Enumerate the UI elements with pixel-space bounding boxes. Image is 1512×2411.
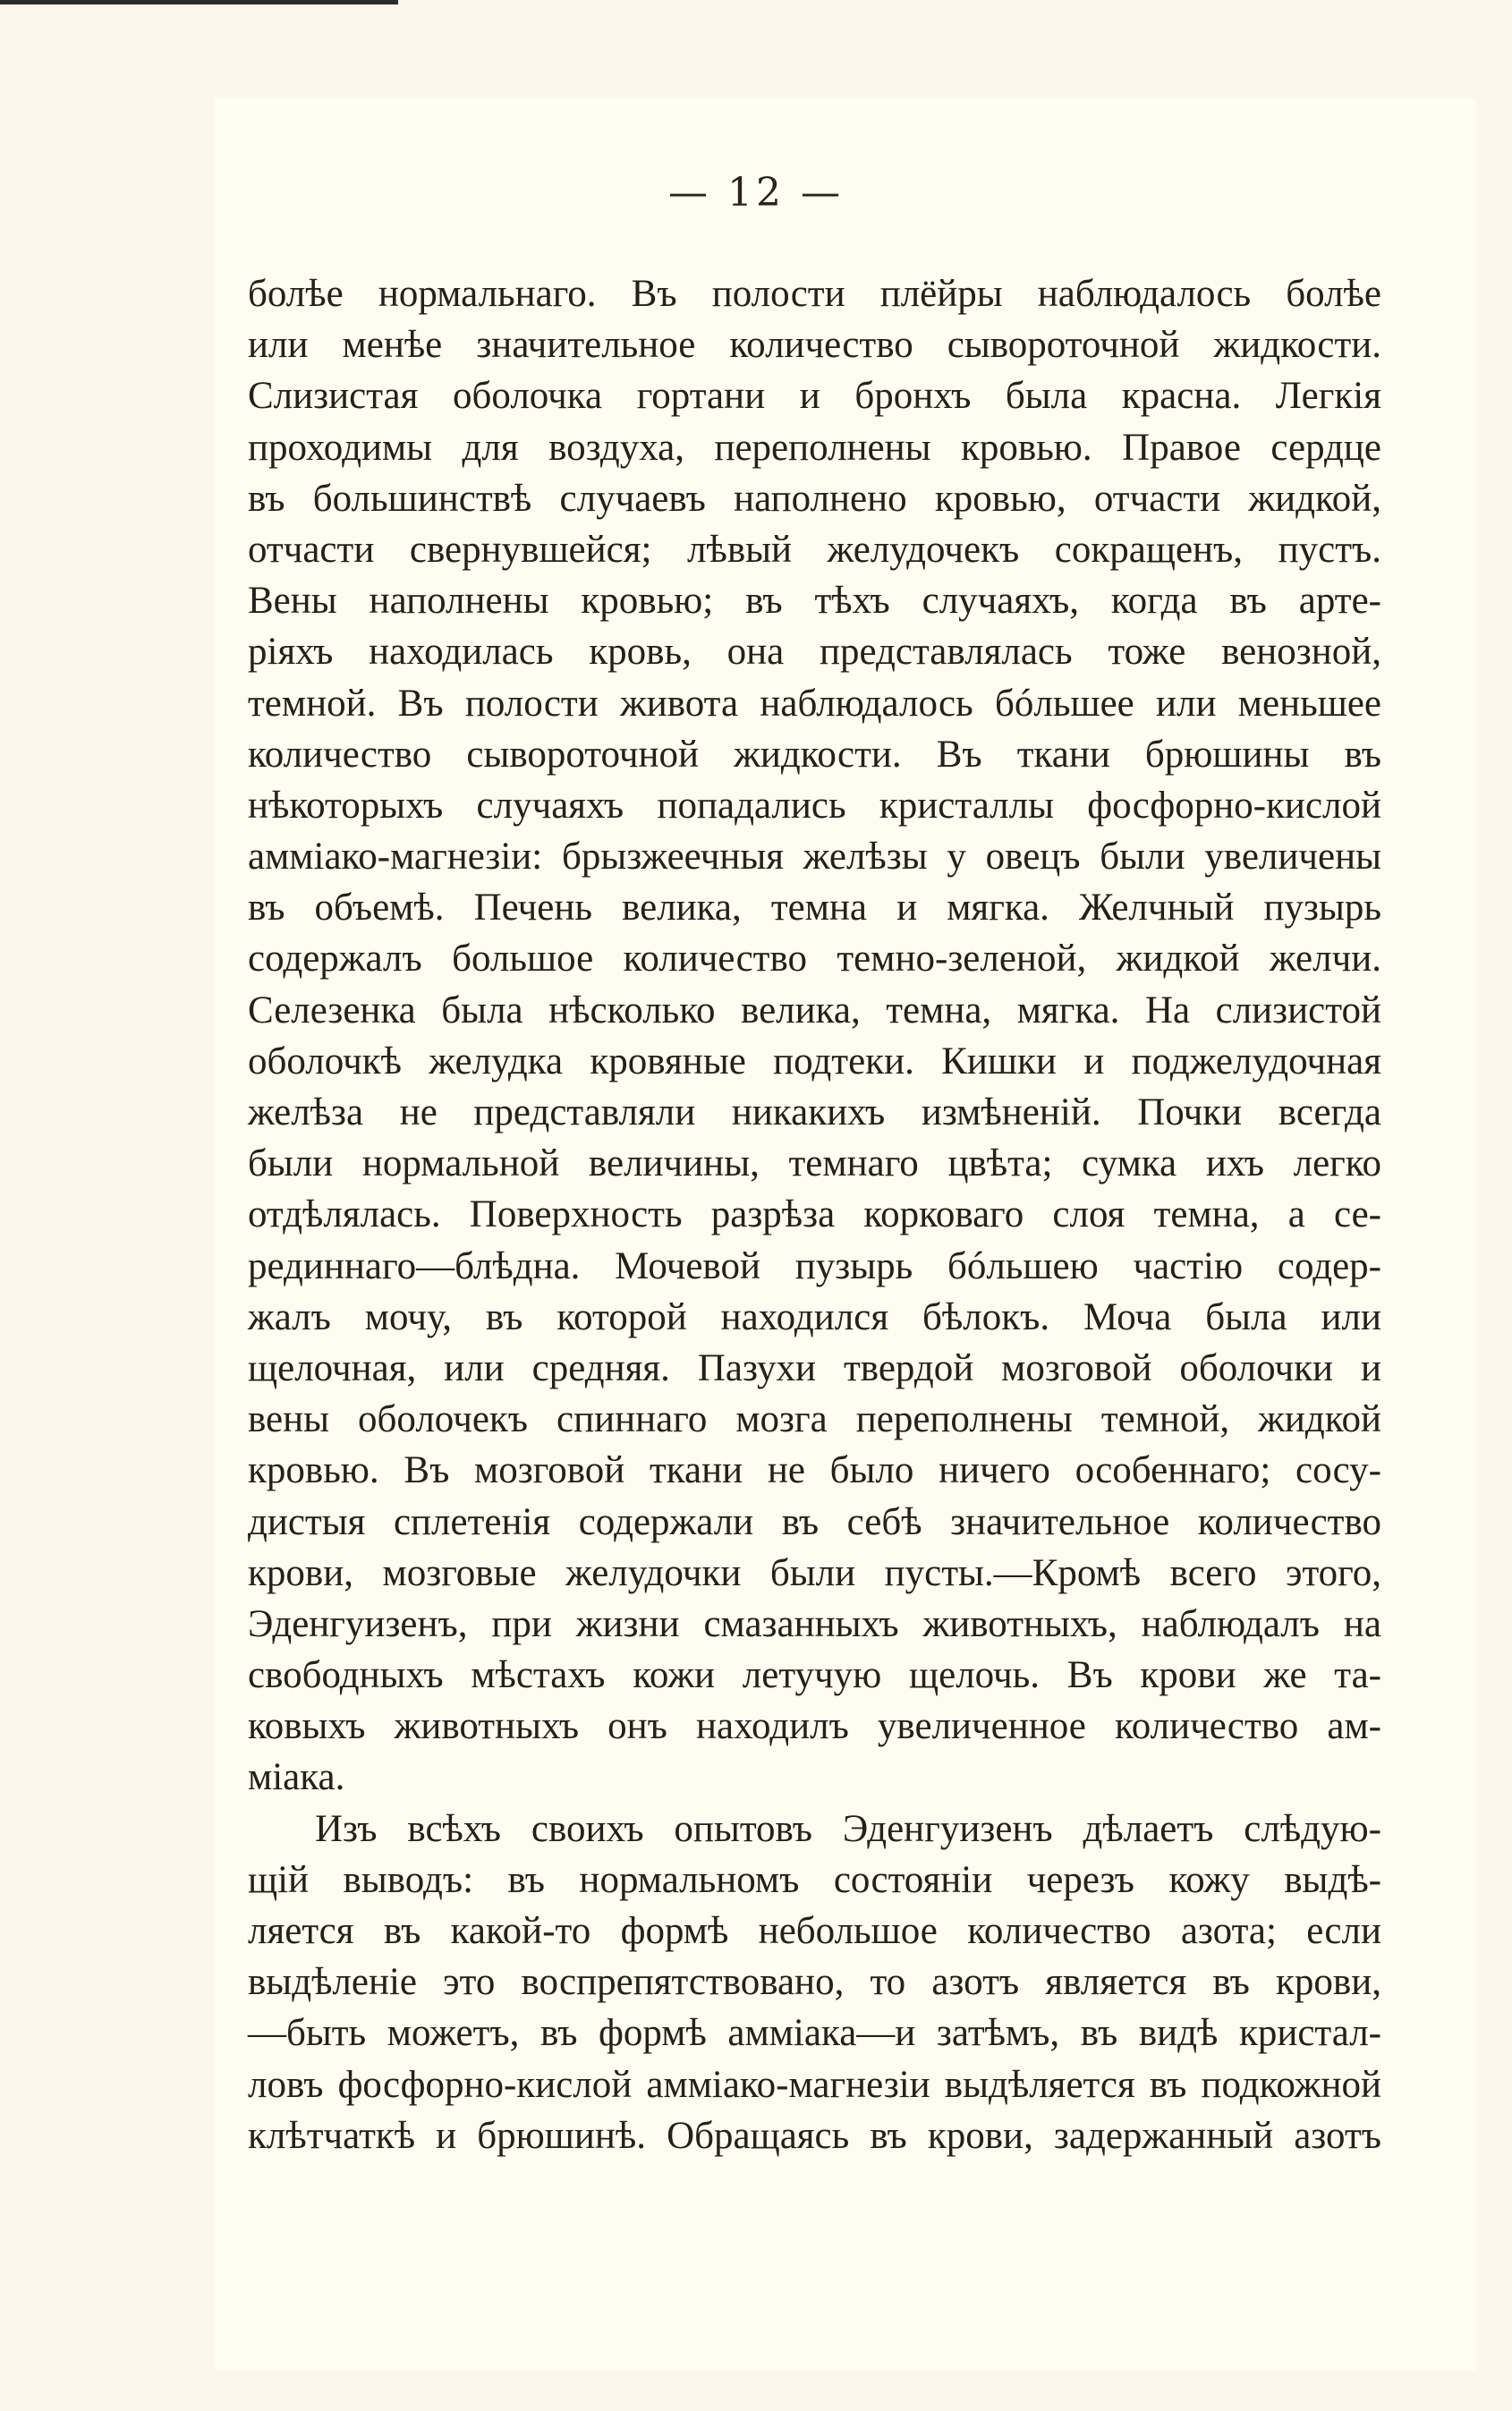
text-line: міака. (248, 1756, 345, 1799)
text-line: рединнаго—блѣдна. Мочевой пузырь бóльшею частію содер- (248, 1244, 1381, 1287)
text-line: отчасти свернувшейся; лѣвый желудочекъ сокращенъ, пустъ. (248, 528, 1381, 571)
text-line: были нормальной величины, темнаго цвѣта; сумка ихъ легко (248, 1142, 1381, 1185)
text-line: жалъ мочу, въ которой находился бѣлокъ. Моча была или (248, 1295, 1381, 1338)
paragraph-2 (248, 1804, 1381, 2161)
text-line: ляется въ какой-то формѣ небольшое количество азота; если (248, 1910, 1381, 1952)
text-line: вены оболочекъ спиннаго мозга переполнены темной, жидкой (248, 1398, 1381, 1441)
text-line: Эденгуизенъ, при жизни смазанныхъ животныхъ, наблюдалъ на (248, 1602, 1381, 1645)
text-line: въ объемѣ. Печень велика, темна и мягка. Желчный пузырь (248, 887, 1381, 930)
text-line: ловъ фосфорно-кислой амміако-магнезіи выдѣляется въ подкожной (248, 2063, 1381, 2106)
text-line: дистыя сплетенія содержали въ себѣ значительное количество (248, 1500, 1381, 1543)
text-line: клѣтчаткѣ и брюшинѣ. Обращаясь въ крови, задержанный азотъ (248, 2114, 1381, 2157)
text-line: проходимы для воздуха, переполнены кровью. Правое сердце (248, 426, 1381, 469)
text-line: ріяхъ находилась кровь, она представлялась тоже венозной, (248, 631, 1381, 674)
text-line: оболочкѣ желудка кровяные подтеки. Кишки и поджелудочная (248, 1040, 1381, 1082)
text-line: щій выводъ: въ нормальномъ состояніи черезъ кожу выдѣ- (248, 1858, 1381, 1901)
text-line: Изъ всѣхъ своихъ опытовъ Эденгуизенъ дѣлаетъ слѣдую- (315, 1807, 1381, 1850)
text-line: Слизистая оболочка гортани и бронхъ была красна. Легкія (248, 375, 1381, 418)
text-line: свободныхъ мѣстахъ кожи летучую щелочь. Въ крови же та- (248, 1654, 1381, 1697)
paragraph-1 (248, 268, 1381, 1804)
text-line: кровью. Въ мозговой ткани не было ничего особеннаго; сосу- (248, 1449, 1381, 1492)
text-line: ковыхъ животныхъ онъ находилъ увеличенное количество ам- (248, 1705, 1381, 1748)
page-number: — 12 — (668, 170, 844, 216)
scan-edge-strip (0, 0, 398, 4)
text-line: отдѣлялась. Поверхность разрѣза корковаго слоя темна, а се- (248, 1193, 1381, 1236)
text-line: количество сывороточной жидкости. Въ ткани брюшины въ (248, 733, 1381, 776)
text-line: амміако-магнезіи: брызжеечныя желѣзы у овецъ были увеличены (248, 836, 1381, 879)
text-line: темной. Въ полости живота наблюдалось бóльшее или меньшее (248, 682, 1381, 725)
text-line: болѣе нормальнаго. Въ полости плёйры наблюдалось болѣе (248, 273, 1381, 315)
text-line: Селезенка была нѣсколько велика, темна, мягка. На слизистой (248, 989, 1381, 1031)
text-line: Вены наполнены кровью; въ тѣхъ случаяхъ, когда въ арте- (248, 580, 1381, 623)
text-line: содержалъ большое количество темно-зеленой, жидкой желчи. (248, 938, 1381, 981)
text-line: нѣкоторыхъ случаяхъ попадались кристаллы фосфорно-кислой (248, 784, 1381, 827)
body-text (248, 268, 1381, 2161)
text-line: желѣза не представляли никакихъ измѣненій. Почки всегда (248, 1091, 1381, 1133)
text-line: въ большинствѣ случаевъ наполнено кровью, отчасти жидкой, (248, 477, 1381, 520)
text-line: крови, мозговые желудочки были пусты.—Кромѣ всего этого, (248, 1551, 1381, 1594)
text-line: щелочная, или средняя. Пазухи твердой мозговой оболочки и (248, 1346, 1381, 1389)
text-line: —быть можетъ, въ формѣ амміака—и затѣмъ, въ видѣ кристал- (248, 2012, 1381, 2055)
text-line: выдѣленіе это воспрепятствовано, то азотъ является въ крови, (248, 1961, 1381, 2004)
text-line: или менѣе значительное количество сывороточной жидкости. (248, 324, 1381, 367)
